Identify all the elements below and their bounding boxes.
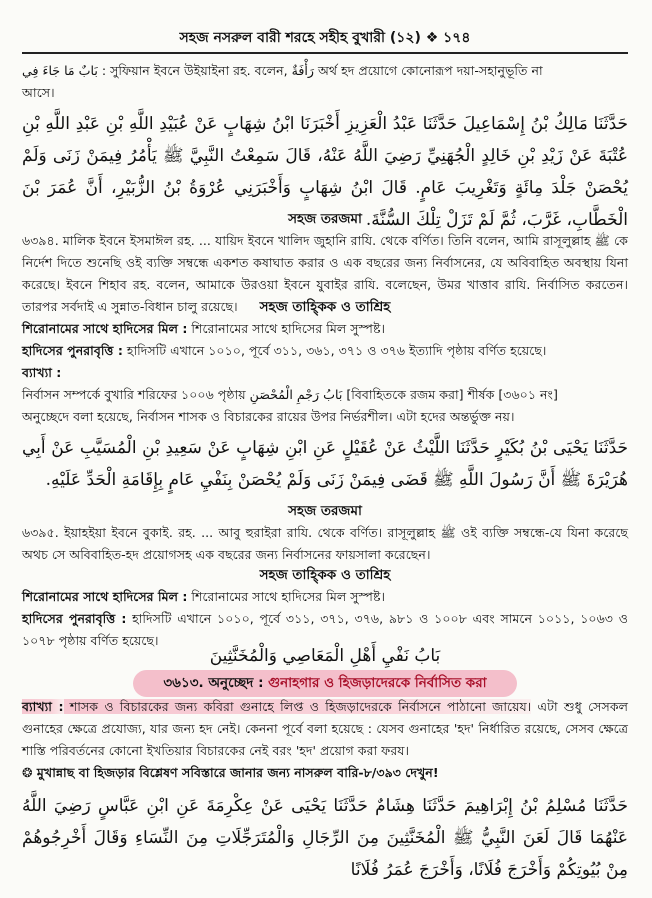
running-title: সহজ নসরুল বারী শরহে সহীহ বুখারী (১২) ❖ ১৭৪ <box>179 30 471 46</box>
intro-line-1: بَابٌ مَا جَاءَ فِي : সুফিয়ান ইবনে উইয়াইনা রহ. বলেন, رَأْفَةٌ অর্থ হদ প্রয়োগে কোনোরূপ দয়া-সহানুভূতি না <box>22 63 543 78</box>
chapter-pill <box>133 670 516 697</box>
translation-text: ৬৩৯৪. মালিক ইবনে ইসমাঈল রহ. ... যায়িদ ইবনে খালিদ জুহানি রাযি. থেকে বর্ণিত। তিনি বলেন, আমি রাসূলুল্লাহ ﷺ কে নির্দেশ দিতে শুনেছি ওই ব্যক্তি সম্বন্ধে একশত কষাঘাত করার ও এক বছরের জন্য নির্বাসনের, যে অবিবাহিত অবস্থায় যিনা করেছে। ইবনে শিহাব রহ. বলেন, আমাকে উরওয়া ইবনে যুবাইর রাযি. বলেছেন, উমর খাত্তাব রাযি. নির্বাসিত করতেন। তারপর সর্বদাই এ সুন্নাত-বিধান চালু রয়েছে। <box>22 233 628 314</box>
label: শিরোনামের সাথে হাদিসের মিল : <box>22 321 188 336</box>
hadith-arabic-2: حَدَّثَنَا يَحْيَى بْنُ بُكَيْرٍ حَدَّثَنَا اللَّيْثُ عَنْ عُقَيْلٍ عَنِ ابْنِ شِهَابٍ عَنْ سَعِيدِ بْنِ الْمُسَيَّبِ عَنْ أَبِي هُرَيْرَةَ ﷺ أَنَّ رَسُولَ اللَّهِ ﷺ قَضَى فِيمَنْ زَنَى وَلَمْ يُحْصَنْ بِنَفْيِ عَامٍ بِإِقَامَةِ الْحَدِّ عَلَيْهِ. <box>22 438 628 490</box>
body-text: হাদিসটি এখানে ১০১০, পূর্বে ৩১১, ৩৬১, ৩৭১ ও ৩৭৬ ইত্যাদি পৃষ্ঠায় বর্ণিত হয়েছে। <box>122 343 547 358</box>
label: হাদিসের পুনরাবৃত্তি : <box>22 611 127 626</box>
highlighted-text: শাসক ও বিচারকের জন্য কবিরা গুনাহে লিপ্ত ও হিজড়াদেরকে নির্বাসনে পাঠানো জায়েয। <box>63 699 532 714</box>
title-match-paragraph <box>22 586 628 608</box>
tahqiq-section-1 <box>22 296 628 428</box>
label: হাদিসের পুনরাবৃত্তি : <box>22 343 123 358</box>
hadith-arabic-1: حَدَّثَنَا مَالِكُ بْنُ إِسْمَاعِيلَ حَدَّثَنَا عَبْدُ الْعَزِيزِ أَخْبَرَنَا ابْنُ شِهَابٍ عَنْ عُبَيْدِ اللَّهِ بْنِ عَبْدِ اللَّهِ بْنِ عُتْبَةَ عَنْ زَيْدِ بْنِ خَالِدٍ الْجُهَنِيِّ رَضِيَ اللَّهُ عَنْهُ، قَالَ سَمِعْتُ النَّبِيَّ ﷺ يَأْمُرُ فِيمَنْ زَنَى وَلَمْ يُحْصَنْ جَلْدَ مِائَةٍ وَتَغْرِيبَ عَامٍ. قَالَ ابْنُ شِهَابٍ وَأَخْبَرَنِي عُرْوَةُ بْنُ الزُّبَيْرِ، أَنَّ عُمَرَ بْنَ الْخَطَّابِ، غَرَّبَ، ثُمَّ لَمْ تَزَلْ تِلْكَ السُّنَّةَ. <box>22 114 628 230</box>
chapter-title: গুনাহগার ও হিজড়াদেরকে নির্বাসিত করা <box>263 675 487 691</box>
explanation-line-1: নির্বাসন সম্পর্কে বুখারি শরিফের ১০০৬ পৃষ্ঠায় بَابُ رَجْمِ الْمُحْصَنِ [বিবাহিতকে রজম করা] শীর্ষক [৩৬০১ নং] <box>22 387 558 402</box>
body-text: শিরোনামের সাথে হাদিসের মিল সুস্পষ্ট। <box>187 589 386 604</box>
intro-line-2: আসে। <box>22 85 55 100</box>
explanation-line-2: অনুচ্ছেদে বলা হয়েছে, নির্বাসন শাসক ও বিচারকের রায়ের উপর নির্ভরশীল। এটা হদের অন্তর্ভুক্ত নয়। <box>22 409 515 424</box>
explanation-label: ব্যাখ্যা : <box>22 699 64 714</box>
footnote-note: ❂ মুখান্নাছ বা হিজড়ার বিশ্লেষণ সবিস্তারে জানার জন্য নাসরুল বারি-৮/৩৯৩ দেখুন! <box>22 765 439 780</box>
translation-section-2 <box>22 500 628 566</box>
title-match-paragraph <box>22 318 628 340</box>
bab-arabic-title: بَابُ نَفْيِ أَهْلِ الْمَعَاصِي وَالْمُخَنَّثِينَ <box>209 646 441 666</box>
explanation-label: ব্যাখ্যা : <box>22 365 62 380</box>
chapter-heading <box>22 670 628 697</box>
section-heading: সহজ তরজমা <box>288 503 362 519</box>
chapter-number: ৩৬১৩. অনুচ্ছেদ : <box>163 675 264 691</box>
section-heading: সহজ তাহ্কিক ও তাশ্রিহ <box>259 567 391 583</box>
translation-text: ৬৩৯৫. ইয়াহইয়া ইবনে বুকাই. রহ. ... আবু হুরাইরা রাযি. থেকে বর্ণিত। রাসূলুল্লাহ ﷺ ওই ব্যক্তি সম্বন্ধে-যে যিনা করেছে অথচ সে অবিবাহিত-হদ প্রয়োগসহ এক বছরের জন্য নির্বাসনের ফায়সালা করেছেন। <box>22 525 629 562</box>
section-heading: সহজ তাহ্কিক ও তাশ্রিহ <box>259 299 391 315</box>
tahqiq-section-2 <box>22 564 628 652</box>
body-text: হাদিসটি এখানে ১০১০, পূর্বে ৩১১, ৩৭১, ৩৭৬, ৯৮১ ও ১০০৮ এবং সামনে ১০১১, ১০৬৩ ও ১০৭৮ পৃষ্ঠায় বর্ণিত হয়েছে। <box>22 611 628 648</box>
repetition-paragraph <box>22 340 628 362</box>
body-text: এটা শুধু সেসকল গুনাহের ক্ষেত্রে প্রযোজ্য, যার জন্য হদ নেই। কেননা পূর্বে বলা হয়েছে : যেসব গুনাহের 'হদ' নির্ধারিত রয়েছে, সেসব ক্ষেত্রে শাস্তি পরিবর্তনের কোনো ইখতিয়ার বিচারকের নেই বরং 'হদ' প্রয়োগ করা ফরয। <box>22 699 629 758</box>
section-heading: সহজ তরজমা <box>288 211 362 227</box>
chapter-explanation <box>22 696 628 784</box>
hadith-arabic-3: حَدَّثَنَا مُسْلِمُ بْنُ إِبْرَاهِيمَ حَدَّثَنَا هِشَامٌ حَدَّثَنَا يَحْيَى عَنْ عِكْرِمَةَ عَنِ ابْنِ عَبَّاسٍ رَضِيَ اللَّهُ عَنْهُمَا قَالَ لَعَنَ النَّبِيُّ ﷺ الْمُخَنَّثِينَ مِنَ الرِّجَالِ وَالْمُتَرَجِّلَاتِ مِنَ النِّسَاءِ وَقَالَ أَخْرِجُوهُمْ مِنْ بُيُوتِكُمْ وَأَخْرَجَ فُلَانًا، وَأَخْرَجَ عُمَرُ فُلَانًا <box>22 796 628 880</box>
page-header <box>22 24 628 54</box>
intro-paragraph <box>22 60 628 104</box>
body-text: শিরোনামের সাথে হাদিসের মিল সুস্পষ্ট। <box>187 321 386 336</box>
label: শিরোনামের সাথে হাদিসের মিল : <box>22 589 188 604</box>
